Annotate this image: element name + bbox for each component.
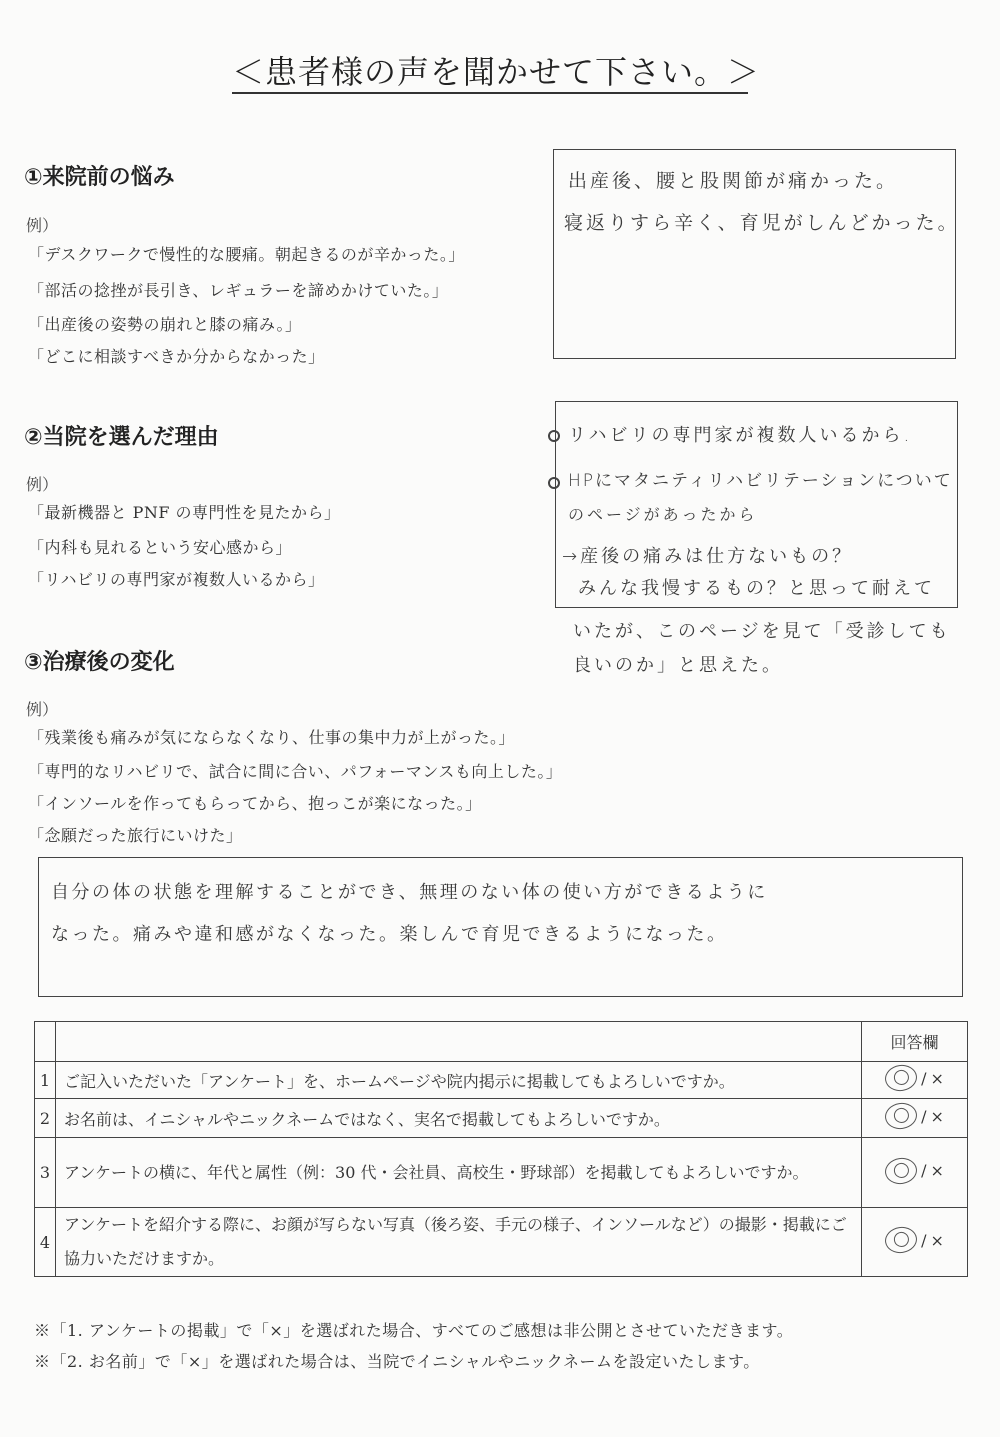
row-number: 1 <box>35 1062 56 1099</box>
row-question: アンケートを紹介する際に、お顔が写らない写真（後ろ姿、手元の様子、インソールなど）の撮影・掲載にご協力いただけますか。 <box>56 1208 862 1277</box>
footnote: ※「2. お名前」で「×」を選ばれた場合は、当院でイニシャルやニックネームを設定いたします。 <box>34 1352 760 1371</box>
footnote: ※「1. アンケートの掲載」で「×」を選ばれた場合、すべてのご感想は非公開とさせていただきます。 <box>34 1321 794 1340</box>
section-3-example: 「専門的なリハビリで、試合に間に合い、パフォーマンスも向上した。」 <box>28 762 563 781</box>
table-header-row <box>35 1022 968 1062</box>
selected-yes-circle-icon[interactable] <box>883 1063 918 1093</box>
answer-cell[interactable] <box>862 1062 968 1099</box>
table-row <box>35 1138 968 1208</box>
answer-line: 良いのか」と思えた。 <box>573 655 783 676</box>
section-1-heading: ①来院前の悩み <box>24 165 175 190</box>
selected-yes-circle-icon[interactable] <box>883 1225 918 1255</box>
row-question: アンケートの横に、年代と属性（例：30 代・会社員、高校生・野球部）を掲載してもよろしいですか。 <box>56 1138 862 1208</box>
answer-line: いたが、このページを見て「受診しても <box>573 621 951 642</box>
section-1-answer-box[interactable] <box>553 149 960 359</box>
section-3-example: 「念願だった旅行にいけた」 <box>28 826 243 845</box>
section-1-example: 「出産後の姿勢の崩れと膝の痛み。」 <box>28 315 302 334</box>
choice-no[interactable]: × <box>930 1161 944 1180</box>
title-underline <box>232 92 748 94</box>
choice-no[interactable]: × <box>930 1230 944 1250</box>
row-question: ご記入いただいた「アンケート」を、ホームページや院内掲示に掲載してもよろしいですか。 <box>56 1062 862 1099</box>
row-number: 2 <box>35 1099 56 1138</box>
section-1-example: 「どこに相談すべきか分からなかった」 <box>28 347 325 366</box>
table-row <box>35 1062 968 1099</box>
answer-line: みんな我慢するもの？と思って耐えて <box>578 578 935 599</box>
section-2-example: 「最新機器と PNF の専門性を見たから」 <box>28 503 341 522</box>
row-number: 4 <box>35 1208 56 1277</box>
page-title: ＜患者様の声を聞かせて下さい。＞ <box>232 53 761 91</box>
answer-line: 自分の体の状態を理解することができ、無理のない体の使い方ができるように <box>51 882 768 903</box>
choice-no[interactable]: × <box>930 1068 944 1088</box>
answer-line: 出産後、腰と股関節が痛かった。 <box>568 170 899 192</box>
header-num-cell <box>35 1022 56 1062</box>
separator: / <box>921 1161 927 1180</box>
selected-yes-circle-icon[interactable] <box>883 1155 918 1185</box>
bullet-circle-icon <box>548 477 560 489</box>
section-1-example: 「部活の捻挫が長引き、レギュラーを諦めかけていた。」 <box>28 281 449 300</box>
answer-line: なった。痛みや違和感がなくなった。楽しんで育児できるようになった。 <box>51 924 728 945</box>
section-2-example-label: 例） <box>26 475 59 494</box>
section-3-example: 「インソールを作ってもらってから、抱っこが楽になった。」 <box>28 794 482 813</box>
separator: / <box>921 1230 927 1250</box>
selected-yes-circle-icon[interactable] <box>883 1101 918 1131</box>
section-3-heading: ③治療後の変化 <box>24 650 175 675</box>
table-row <box>35 1208 968 1277</box>
answer-line: HPにマタニティリハビリテーションについて <box>568 471 953 491</box>
header-question-cell <box>56 1022 862 1062</box>
choice-no[interactable]: × <box>930 1106 944 1126</box>
section-1-example: 「デスクワークで慢性的な腰痛。朝起きるのが辛かった。」 <box>28 245 465 264</box>
bullet-circle-icon <box>548 430 560 442</box>
separator: / <box>921 1068 927 1088</box>
section-2-example: 「リハビリの専門家が複数人いるから」 <box>28 570 325 589</box>
answer-line: →産後の痛みは仕方ないもの？ <box>562 546 854 567</box>
section-3-example-label: 例） <box>26 700 59 719</box>
answer-line: 寝返りすら辛く、育児がしんどかった。 <box>564 212 960 234</box>
section-3-answer-box[interactable] <box>38 857 963 997</box>
header-answer-cell: 回答欄 <box>862 1022 968 1062</box>
answer-cell[interactable] <box>862 1208 968 1277</box>
separator: / <box>921 1106 927 1126</box>
row-number: 3 <box>35 1138 56 1208</box>
section-1-example-label: 例） <box>26 216 59 235</box>
answer-cell[interactable] <box>862 1099 968 1138</box>
answer-line: のページがあったから <box>568 505 758 524</box>
answer-line: リハビリの専門家が複数人いるから. <box>568 425 913 446</box>
table-row <box>35 1099 968 1138</box>
consent-table <box>34 1021 968 1277</box>
row-question: お名前は、イニシャルやニックネームではなく、実名で掲載してもよろしいですか。 <box>56 1099 862 1138</box>
section-2-example: 「内科も見れるという安心感から」 <box>28 538 293 557</box>
section-3-example: 「残業後も痛みが気にならなくなり、仕事の集中力が上がった。」 <box>28 728 516 747</box>
answer-cell[interactable] <box>862 1138 968 1208</box>
section-2-heading: ②当院を選んだ理由 <box>24 425 219 450</box>
